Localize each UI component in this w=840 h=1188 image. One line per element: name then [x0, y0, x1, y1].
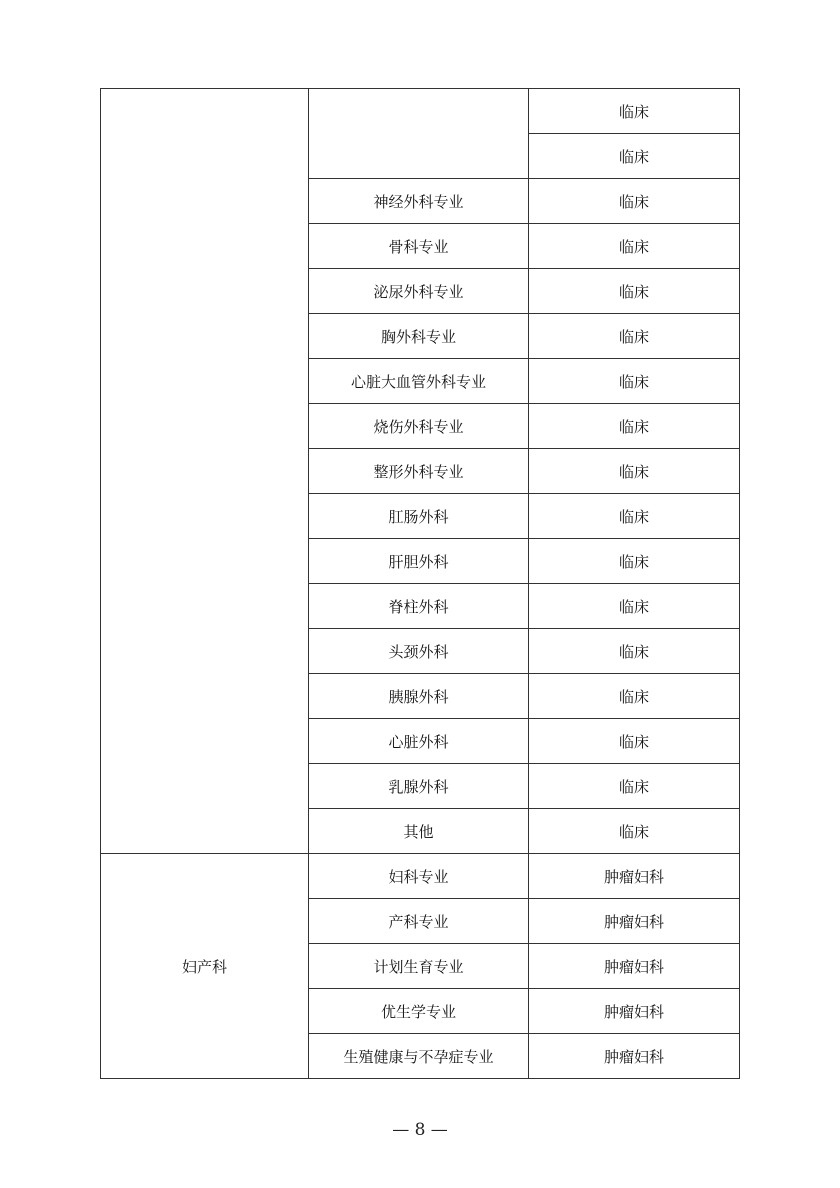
- page-number: — 8 —: [392, 1120, 448, 1140]
- specialty-cell: 优生学专业: [309, 989, 529, 1034]
- type-cell: 临床: [529, 539, 740, 584]
- type-cell: 肿瘤妇科: [529, 1034, 740, 1079]
- table-row: [101, 89, 740, 134]
- specialty-cell: 肛肠外科: [309, 494, 529, 539]
- specialty-cell: 心脏外科: [309, 719, 529, 764]
- type-cell: 临床: [529, 449, 740, 494]
- type-cell: 临床: [529, 89, 740, 134]
- department-cell: 妇产科: [101, 854, 309, 1079]
- type-cell: 肿瘤妇科: [529, 854, 740, 899]
- type-cell: 临床: [529, 179, 740, 224]
- type-cell: 肿瘤妇科: [529, 899, 740, 944]
- specialty-cell: 整形外科专业: [309, 449, 529, 494]
- type-cell: 临床: [529, 764, 740, 809]
- specialty-table: [100, 88, 740, 1079]
- specialty-cell: 生殖健康与不孕症专业: [309, 1034, 529, 1079]
- specialty-cell: 脊柱外科: [309, 584, 529, 629]
- type-cell: 临床: [529, 809, 740, 854]
- type-cell: 临床: [529, 359, 740, 404]
- type-cell: 肿瘤妇科: [529, 944, 740, 989]
- type-cell: 临床: [529, 134, 740, 179]
- specialty-cell: 妇科专业: [309, 854, 529, 899]
- department-cell: [101, 89, 309, 854]
- specialty-cell: 产科专业: [309, 899, 529, 944]
- type-cell: 肿瘤妇科: [529, 989, 740, 1034]
- type-cell: 临床: [529, 719, 740, 764]
- type-cell: 临床: [529, 584, 740, 629]
- table-row: [101, 854, 740, 899]
- type-cell: 临床: [529, 629, 740, 674]
- specialty-cell: 胸外科专业: [309, 314, 529, 359]
- specialty-cell: 肝胆外科: [309, 539, 529, 584]
- specialty-cell: 烧伤外科专业: [309, 404, 529, 449]
- specialty-cell: 泌尿外科专业: [309, 269, 529, 314]
- specialty-cell: 神经外科专业: [309, 179, 529, 224]
- type-cell: 临床: [529, 314, 740, 359]
- specialty-cell: 其他: [309, 809, 529, 854]
- type-cell: 临床: [529, 224, 740, 269]
- type-cell: 临床: [529, 269, 740, 314]
- type-cell: 临床: [529, 674, 740, 719]
- specialty-cell: 计划生育专业: [309, 944, 529, 989]
- type-cell: 临床: [529, 404, 740, 449]
- specialty-cell: [309, 89, 529, 179]
- specialty-cell: 乳腺外科: [309, 764, 529, 809]
- type-cell: 临床: [529, 494, 740, 539]
- specialty-cell: 骨科专业: [309, 224, 529, 269]
- specialty-cell: 心脏大血管外科专业: [309, 359, 529, 404]
- specialty-cell: 头颈外科: [309, 629, 529, 674]
- specialty-cell: 胰腺外科: [309, 674, 529, 719]
